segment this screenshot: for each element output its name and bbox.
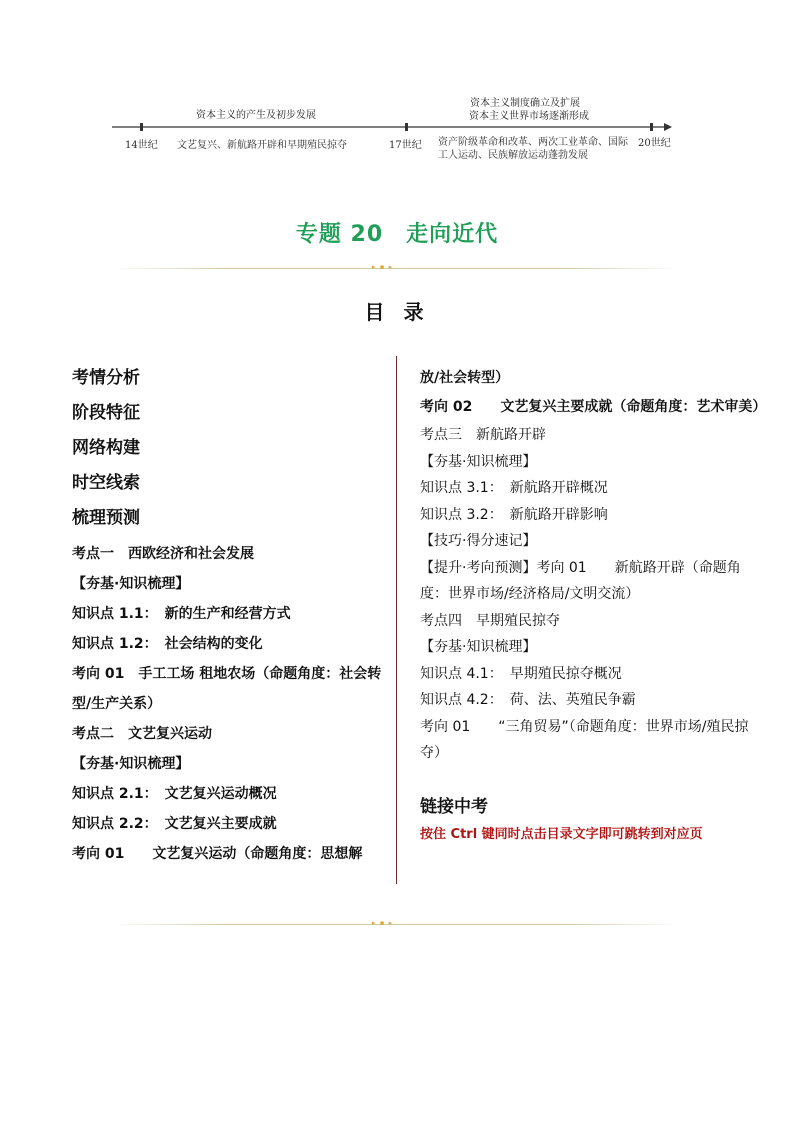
- toc-link-exam-link[interactable]: 链接中考: [420, 796, 488, 817]
- toc-link-topic-2[interactable]: 考点二 文艺复兴运动: [72, 726, 212, 742]
- bottom-divider: [112, 924, 678, 925]
- timeline-second-stage-label-2: 资本主义世界市场逐渐形成: [469, 111, 589, 122]
- toc-link-point-3-2[interactable]: 知识点 3.2： 新航路开辟影响: [420, 506, 608, 523]
- toc-link-point-4-1[interactable]: 知识点 4.1： 早期殖民掠夺概况: [420, 665, 622, 682]
- toc-link-topic-2-basics[interactable]: 【夯基·知识梳理】: [72, 756, 190, 772]
- toc-link-point-2-2[interactable]: 知识点 2.2： 文艺复兴主要成就: [72, 816, 277, 832]
- timeline: [0, 90, 794, 165]
- timeline-first-stage-events: 文艺复兴、新航路开辟和早期殖民掠夺: [177, 140, 347, 151]
- toc-link-point-1-2[interactable]: 知识点 1.2： 社会结构的变化: [72, 636, 263, 652]
- bottom-divider-ornament: ▸ ▪ ▸: [372, 919, 394, 927]
- toc-left-column: [72, 364, 382, 869]
- toc-link-direction-2-02[interactable]: 考向 02 文艺复兴主要成就（命题角度：艺术审美）: [420, 399, 767, 415]
- top-divider: [112, 268, 678, 269]
- toc-link-direction-2-01-cont[interactable]: 放/社会转型）: [420, 370, 510, 386]
- toc-heading: 目 录: [364, 300, 430, 324]
- timeline-axis: [0, 120, 794, 134]
- timeline-first-stage-label: 资本主义的产生及初步发展: [196, 110, 316, 121]
- ctrl-click-note: 按住 Ctrl 键同时点击目录文字即可跳转到对应页: [420, 826, 703, 842]
- timeline-marker-17th-century: 17世纪: [389, 140, 422, 151]
- column-divider: [396, 356, 397, 884]
- toc-link-point-3-1[interactable]: 知识点 3.1： 新航路开辟概况: [420, 480, 608, 496]
- top-divider-ornament: ▸ ▪ ▸: [372, 263, 394, 271]
- toc-link-topic-1-basics[interactable]: 【夯基·知识梳理】: [72, 576, 190, 592]
- timeline-second-stage-label-1: 资本主义制度确立及扩展: [470, 98, 580, 109]
- toc-link-exam-analysis[interactable]: 考情分析: [72, 368, 140, 388]
- toc-link-topic-1[interactable]: 考点一 西欧经济和社会发展: [72, 546, 254, 562]
- timeline-marker-14th-century: 14世纪: [125, 140, 158, 151]
- toc-link-timeline[interactable]: 时空线索: [72, 473, 140, 493]
- toc-link-point-4-2[interactable]: 知识点 4.2： 荷、法、英殖民争霸: [420, 692, 636, 708]
- toc-link-topic-3-basics[interactable]: 【夯基·知识梳理】: [420, 453, 537, 470]
- toc-link-stage-features[interactable]: 阶段特征: [72, 403, 140, 423]
- page-title: 专题 20 走向近代: [295, 222, 499, 247]
- toc-right-column: [420, 364, 767, 846]
- toc-link-topic-4-basics[interactable]: 【夯基·知识梳理】: [420, 639, 537, 655]
- toc-link-direction-2-01[interactable]: 考向 01 文艺复兴运动（命题角度：思想解: [72, 846, 363, 862]
- toc-link-point-2-1[interactable]: 知识点 2.1： 文艺复兴运动概况: [72, 786, 277, 802]
- timeline-marker-20th-century: 20世纪: [638, 138, 671, 149]
- timeline-second-stage-events: 资产阶级革命和改革、两次工业革命、国际工人运动、民族解放运动蓬勃发展: [438, 137, 628, 161]
- toc-link-topic-4[interactable]: 考点四 早期殖民掠夺: [420, 612, 560, 629]
- toc-link-topic-3-tips[interactable]: 【技巧·得分速记】: [420, 533, 537, 549]
- toc-link-direction-3-01[interactable]: 【提升·考向预测】考向 01 新航路开辟（命题角度：世界市场/经济格局/文明交流）: [420, 559, 741, 602]
- toc-link-network[interactable]: 网络构建: [72, 438, 140, 458]
- toc-link-topic-3[interactable]: 考点三 新航路开辟: [420, 427, 546, 443]
- toc-link-direction-4-01[interactable]: 考向 01 “三角贸易”（命题角度：世界市场/殖民掠夺）: [420, 718, 749, 761]
- toc-link-point-1-1[interactable]: 知识点 1.1： 新的生产和经营方式: [72, 606, 291, 622]
- toc-link-direction-1-01[interactable]: 考向 01 手工工场 租地农场（命题角度：社会转型/生产关系）: [72, 666, 382, 712]
- toc-link-review-forecast[interactable]: 梳理预测: [72, 508, 140, 528]
